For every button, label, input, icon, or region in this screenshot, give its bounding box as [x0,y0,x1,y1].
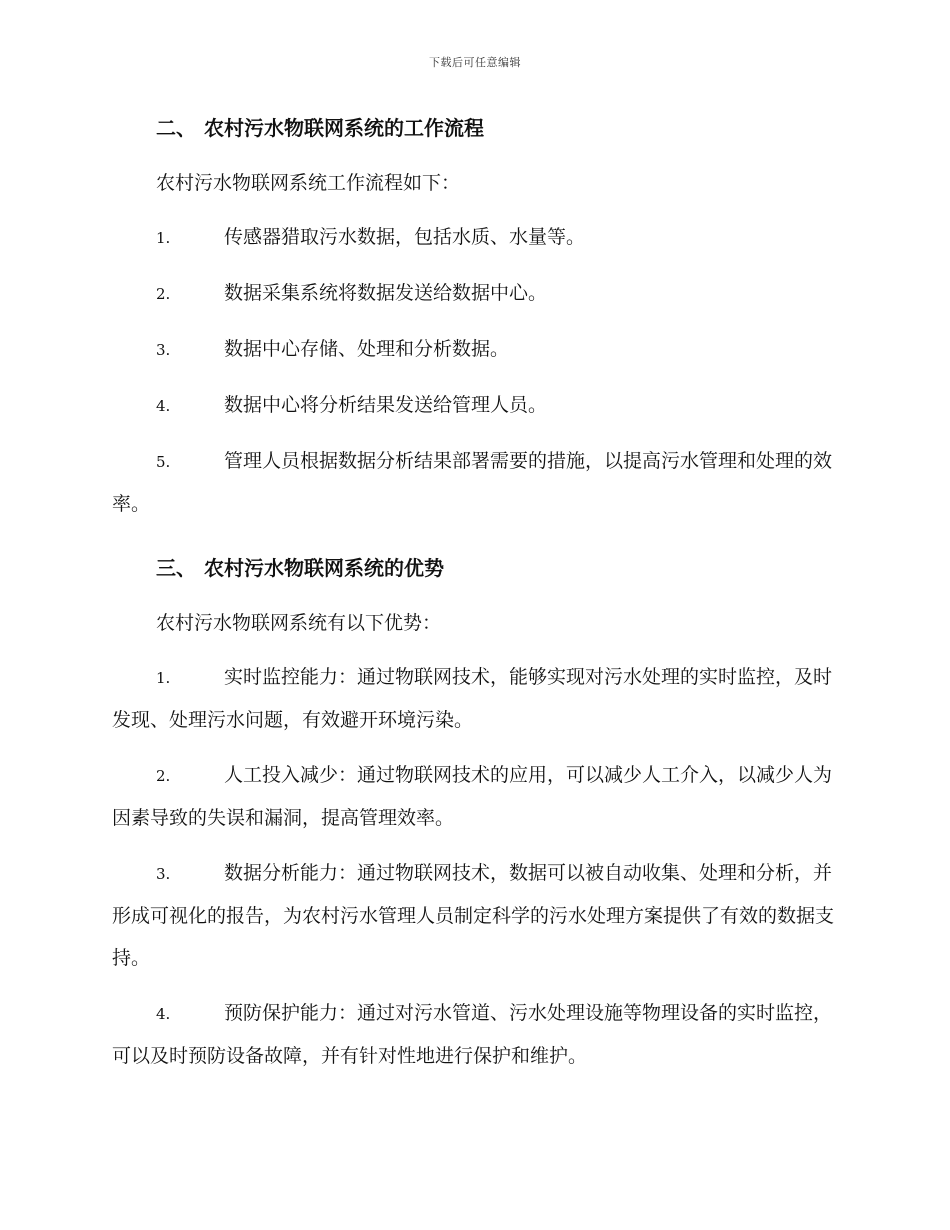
list-index: 3. [156,341,171,359]
list-index: 5. [156,453,171,471]
list-item [112,852,834,979]
list-text: 数据中心存储、处理和分析数据。 [224,338,510,360]
list-text: 数据采集系统将数据发送给数据中心。 [224,282,548,304]
list-index: 4. [156,1005,171,1023]
section-number: 二、 [156,116,196,140]
section-intro: 农村污水物联网系统工作流程如下： [156,172,461,194]
list-index: 2. [156,285,171,303]
section-number: 三、 [156,556,196,580]
list-text: 数据分析能力：通过物联网技术，数据可以被自动收集、处理和分析，并形成可视化的报告，为农村污水管理人员制定科学的污水处理方案提供了有效的数据支持。 [112,862,835,969]
list-index: 2. [156,767,171,785]
list-text: 人工投入减少：通过物联网技术的应用，可以减少人工介入，以减少人为因素导致的失误和漏洞，提高管理效率。 [112,764,833,829]
section-title: 农村污水物联网系统的工作流程 [204,116,484,140]
section-heading-advantages [112,548,834,588]
section-spacer [112,538,834,548]
list-text: 传感器猎取污水数据，包括水质、水量等。 [224,226,586,248]
list-item [112,656,834,741]
list-index: 1. [156,229,171,247]
list-index: 4. [156,397,171,415]
list-item [112,216,834,259]
list-item [112,992,834,1077]
list-index: 1. [156,669,171,687]
list-index: 3. [156,865,171,883]
document-body [112,108,834,1090]
list-text: 数据中心将分析结果发送给管理人员。 [224,394,548,416]
list-text: 实时监控能力：通过物联网技术，能够实现对污水处理的实时监控，及时发现、处理污水问题，有效避开环境污染。 [112,666,833,731]
list-text: 管理人员根据数据分析结果部署需要的措施，以提高污水管理和处理的效率。 [112,450,833,515]
section-heading-workflow [112,108,834,148]
header-note: 下载后可任意编辑 [429,56,521,69]
section-title: 农村污水物联网系统的优势 [204,556,444,580]
list-item [112,754,834,839]
section-intro: 农村污水物联网系统有以下优势： [156,612,442,634]
list-item [112,440,834,525]
list-item [112,384,834,427]
list-item [112,328,834,371]
list-item [112,272,834,315]
list-text: 预防保护能力：通过对污水管道、污水处理设施等物理设备的实时监控，可以及时预防设备故障，并有针对性地进行保护和维护。 [112,1002,833,1067]
